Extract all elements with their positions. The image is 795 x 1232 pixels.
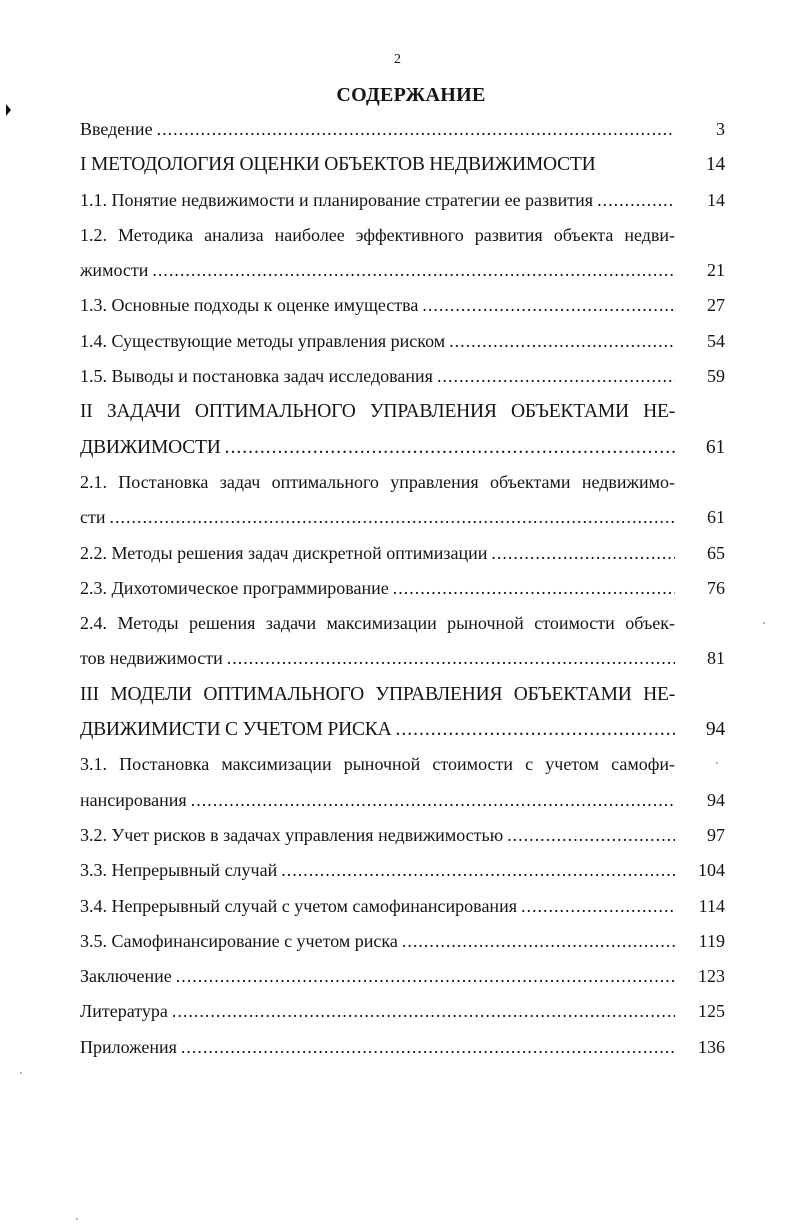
toc-page-number: 61 (707, 507, 725, 528)
toc-line (80, 889, 725, 924)
toc-entry-text: 3.2. Учет рисков в задачах управления недвижимостью (80, 824, 504, 845)
dot-leader (422, 288, 675, 323)
toc-line (80, 747, 725, 782)
dot-leader (227, 641, 675, 676)
dot-leader (172, 994, 675, 1029)
toc-entry-text: Литература (80, 1001, 168, 1022)
toc-line (80, 606, 725, 641)
toc-line (80, 359, 725, 394)
toc-line (80, 959, 725, 994)
toc-page-number: 104 (698, 860, 725, 881)
toc-page-number: 14 (705, 154, 725, 176)
toc-line (80, 324, 725, 359)
toc-line (80, 994, 725, 1029)
toc-line (80, 288, 725, 323)
toc-page-number: 65 (707, 542, 725, 563)
dot-leader (396, 712, 676, 747)
toc-line (80, 147, 725, 182)
toc-line (80, 924, 725, 959)
toc-page-number: 125 (698, 1001, 725, 1022)
toc-page-number: 119 (698, 930, 725, 951)
toc-line (80, 571, 725, 606)
scan-speck (763, 622, 765, 624)
toc-entry-text: Введение (80, 119, 153, 139)
margin-mark (6, 104, 11, 116)
toc-entry-text-wrapped: 2.1. Постановка задач оптимального управления объектами недвижимо- (80, 471, 675, 492)
toc-page-number: 59 (707, 366, 725, 387)
toc-line (80, 253, 725, 288)
toc-page-number: 3 (716, 119, 725, 139)
toc-page-number: 81 (707, 648, 725, 669)
page-title: СОДЕРЖАНИЕ (336, 84, 486, 106)
toc-entry-text: 1.4. Существующие методы управления риском (80, 330, 446, 351)
toc-line (80, 218, 725, 253)
toc-entry-text-wrapped: 2.4. Методы решения задачи максимизации рыночной стоимости объек- (80, 613, 675, 634)
toc-entry-text: Приложения (80, 1036, 177, 1057)
toc-line (80, 712, 725, 747)
dot-leader (393, 571, 675, 606)
toc-line (80, 430, 725, 465)
toc-entry-text: ДВИЖИМИСТИ С УЧЕТОМ РИСКА (80, 719, 392, 741)
toc-line (80, 394, 725, 429)
toc-entry-text: 2.3. Дихотомическое программирование (80, 577, 389, 598)
toc-entry-text: тов недвижимости (80, 648, 223, 669)
toc-entry-text: 3.4. Непрерывный случай с учетом самофинансирования (80, 895, 517, 916)
toc-page-number: 94 (705, 719, 725, 741)
toc-entry-text-wrapped: 3.1. Постановка максимизации рыночной стоимости с учетом самофи- (80, 754, 675, 775)
toc-page-number: 123 (698, 966, 725, 987)
toc-entry-text: 3.3. Непрерывный случай (80, 860, 278, 881)
toc-entry-text-wrapped: 1.2. Методика анализа наиболее эффективного развития объекта недви- (80, 224, 675, 245)
toc-line (80, 183, 725, 218)
toc-page-number: 76 (707, 577, 725, 598)
dot-leader (181, 1030, 675, 1065)
toc-entry-text-wrapped: III МОДЕЛИ ОПТИМАЛЬНОГО УПРАВЛЕНИЯ ОБЪЕКТАМИ НЕ- (80, 683, 675, 705)
toc-line (80, 536, 725, 571)
toc-line (80, 500, 725, 535)
toc-entry-text: 1.1. Понятие недвижимости и планирование стратегии ее развития (80, 189, 594, 210)
dot-leader (157, 112, 675, 147)
toc-entry-text: 1.3. Основные подходы к оценке имущества (80, 295, 419, 316)
dot-leader (437, 359, 675, 394)
toc-entry-text: ДВИЖИМОСТИ (80, 436, 221, 458)
dot-leader (402, 924, 675, 959)
toc-line (80, 465, 725, 500)
dot-leader (521, 889, 675, 924)
dot-leader (110, 500, 676, 535)
toc-entry-text: Заключение (80, 966, 172, 987)
toc-page-number: 61 (705, 436, 725, 458)
scan-speck (20, 1072, 22, 1074)
toc-entry-text: нансирования (80, 789, 187, 810)
dot-leader (152, 253, 675, 288)
toc-page-number: 14 (707, 189, 725, 210)
toc-entry-text: сти (80, 507, 106, 528)
toc-line (80, 641, 725, 676)
toc-line (80, 853, 725, 888)
toc-page-number: 94 (707, 789, 725, 810)
dot-leader (191, 783, 675, 818)
dot-leader (225, 430, 675, 465)
toc-entry-text: I МЕТОДОЛОГИЯ ОЦЕНКИ ОБЪЕКТОВ НЕДВИЖИМОСТИ (80, 154, 596, 176)
toc-entry-text-wrapped: II ЗАДАЧИ ОПТИМАЛЬНОГО УПРАВЛЕНИЯ ОБЪЕКТАМИ НЕ- (80, 401, 675, 423)
toc-line (80, 677, 725, 712)
toc-page-number: 114 (698, 895, 725, 916)
table-of-contents (80, 112, 725, 1065)
page-number: 2 (394, 52, 401, 67)
scan-speck (76, 1218, 78, 1220)
dot-leader (449, 324, 675, 359)
toc-page-number: 21 (707, 260, 725, 281)
dot-leader (176, 959, 675, 994)
toc-entry-text: жимости (80, 260, 149, 281)
toc-page-number: 27 (707, 295, 725, 316)
dot-leader (597, 183, 675, 218)
dot-leader (491, 536, 675, 571)
toc-entry-text: 1.5. Выводы и постановка задач исследования (80, 366, 433, 387)
toc-line (80, 1030, 725, 1065)
dot-leader (281, 853, 675, 888)
toc-entry-text: 3.5. Самофинансирование с учетом риска (80, 930, 398, 951)
toc-line (80, 783, 725, 818)
toc-page-number: 54 (707, 330, 725, 351)
toc-page-number: 97 (707, 824, 725, 845)
toc-entry-text: 2.2. Методы решения задач дискретной оптимизации (80, 542, 488, 563)
toc-line (80, 818, 725, 853)
toc-line (80, 112, 725, 147)
dot-leader (507, 818, 675, 853)
toc-page-number: 136 (698, 1036, 725, 1057)
